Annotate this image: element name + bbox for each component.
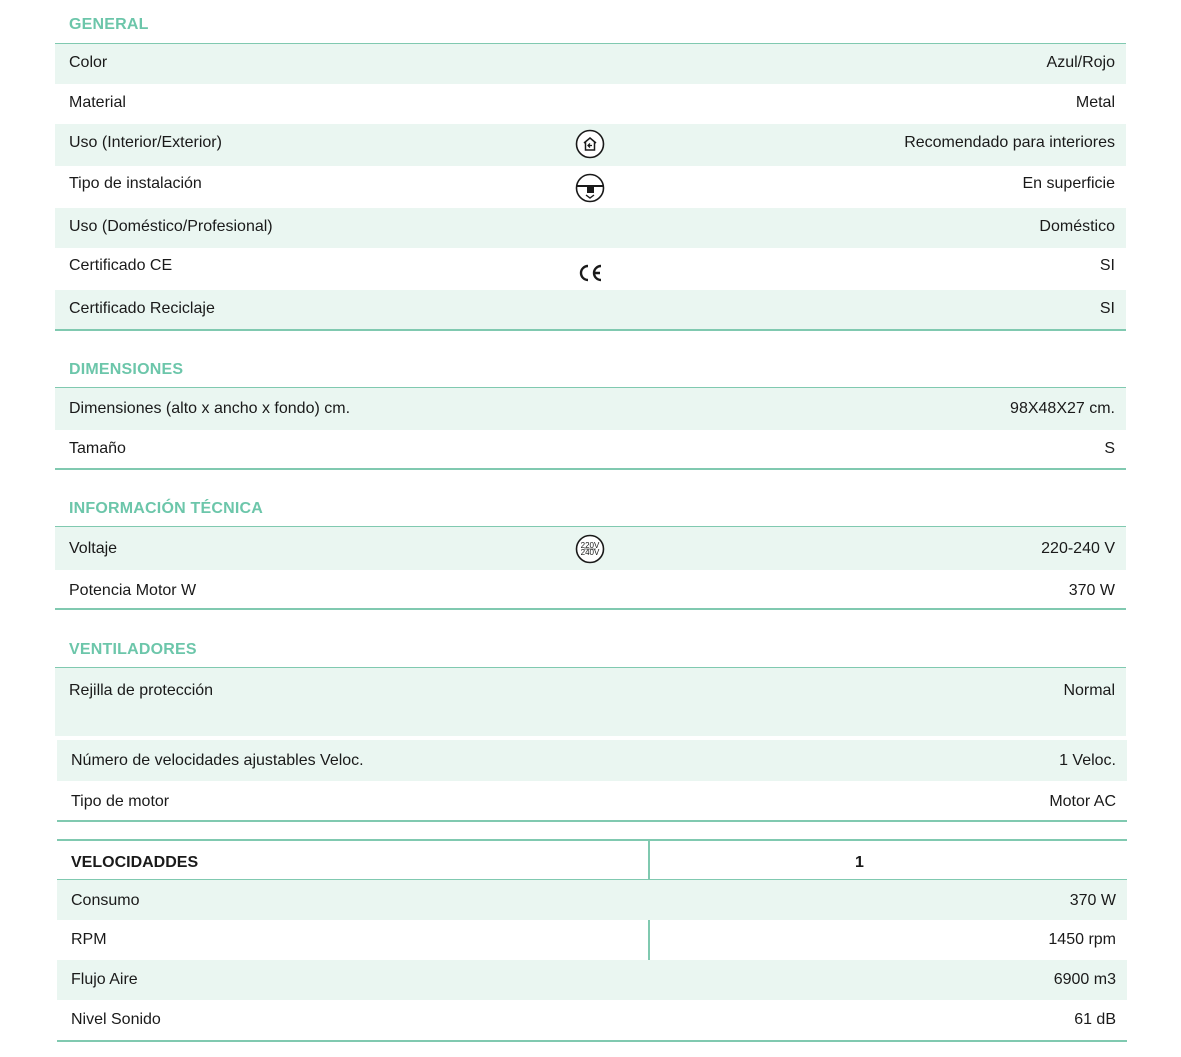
- row-label: Color: [69, 54, 108, 71]
- row-value: Recomendado para interiores: [904, 134, 1115, 151]
- row-value: 370 W: [1068, 582, 1115, 599]
- section-title-general: GENERAL: [69, 16, 149, 33]
- row-label: Certificado Reciclaje: [69, 300, 215, 317]
- row-value: SI: [1099, 300, 1115, 317]
- row-label: RPM: [71, 931, 107, 948]
- row-label: Rejilla de protección: [69, 682, 214, 699]
- row-label: Uso (Doméstico/Profesional): [69, 218, 273, 235]
- table-row: [55, 208, 1126, 248]
- row-value: SI: [1099, 257, 1115, 274]
- ce-mark-icon: [575, 258, 605, 288]
- row-label: Potencia Motor W: [69, 582, 197, 599]
- section-title-dimensiones: DIMENSIONES: [69, 361, 184, 378]
- table-row: [55, 570, 1126, 608]
- table-row: [57, 880, 1127, 920]
- section-title-ventiladores: VENTILADORES: [69, 641, 197, 658]
- row-label: Certificado CE: [69, 257, 173, 274]
- row-label: Tipo de motor: [71, 793, 170, 810]
- row-value: 98X48X27 cm.: [1010, 400, 1115, 417]
- table-row: [57, 920, 1127, 960]
- ventiladores-table-bottom: [57, 740, 1127, 822]
- row-label: Consumo: [71, 892, 140, 909]
- info-tecnica-table: [55, 526, 1126, 610]
- divider: [57, 820, 1127, 822]
- row-label: Nivel Sonido: [71, 1011, 161, 1028]
- table-row: [55, 290, 1126, 329]
- dimensiones-table: [55, 387, 1126, 470]
- table-row: [55, 388, 1126, 430]
- row-value: Motor AC: [1049, 793, 1116, 810]
- row-label: Tipo de instalación: [69, 175, 202, 192]
- row-value: Doméstico: [1039, 218, 1115, 235]
- row-value: Metal: [1075, 94, 1115, 111]
- voltage-220-240v-icon: [575, 534, 605, 564]
- table-row: [55, 668, 1126, 736]
- voltage-icon-text-top: 220V: [580, 541, 600, 550]
- velocidades-table: [57, 839, 1127, 1042]
- divider: [55, 608, 1126, 610]
- row-value: 1450 rpm: [1048, 931, 1116, 948]
- header-label: VELOCIDADDES: [71, 854, 199, 871]
- row-label: Dimensiones (alto x ancho x fondo) cm.: [69, 400, 351, 417]
- table-row: [55, 44, 1126, 84]
- divider: [55, 329, 1126, 331]
- table-row: [55, 166, 1126, 208]
- table-header-row: [57, 841, 1127, 879]
- section-title-info-tecnica: INFORMACIÓN TÉCNICA: [69, 500, 264, 517]
- ventiladores-table-top: [55, 667, 1126, 736]
- row-label: Número de velocidades ajustables Veloc.: [71, 752, 364, 769]
- indoor-house-icon: [575, 129, 605, 159]
- row-label: Flujo Aire: [71, 971, 138, 988]
- table-row: [57, 1000, 1127, 1040]
- general-table: [55, 43, 1126, 331]
- row-value: Azul/Rojo: [1046, 54, 1115, 71]
- table-row: [55, 84, 1126, 124]
- table-row: [55, 527, 1126, 570]
- row-label: Tamaño: [69, 440, 126, 457]
- row-value: 220-240 V: [1041, 540, 1115, 557]
- table-row: [55, 430, 1126, 468]
- row-value: En superficie: [1022, 175, 1115, 192]
- table-row: [57, 740, 1127, 781]
- row-label: Uso (Interior/Exterior): [69, 134, 222, 151]
- divider: [55, 468, 1126, 470]
- row-value: 61 dB: [1074, 1011, 1116, 1028]
- surface-mount-icon: [575, 173, 605, 203]
- table-row: [55, 124, 1126, 166]
- table-row: [57, 781, 1127, 820]
- row-value: Normal: [1063, 682, 1115, 699]
- table-row: [57, 960, 1127, 1000]
- row-value: 6900 m3: [1053, 971, 1116, 988]
- voltage-icon-text-bottom: 240V: [580, 548, 600, 557]
- row-label: Voltaje: [69, 540, 118, 557]
- table-row: [55, 248, 1126, 290]
- row-value: 1 Veloc.: [1059, 752, 1116, 769]
- row-label: Material: [69, 94, 126, 111]
- header-speed-column: 1: [855, 854, 864, 871]
- row-value: 370 W: [1069, 892, 1116, 909]
- row-value: S: [1104, 440, 1115, 457]
- divider: [57, 1040, 1127, 1042]
